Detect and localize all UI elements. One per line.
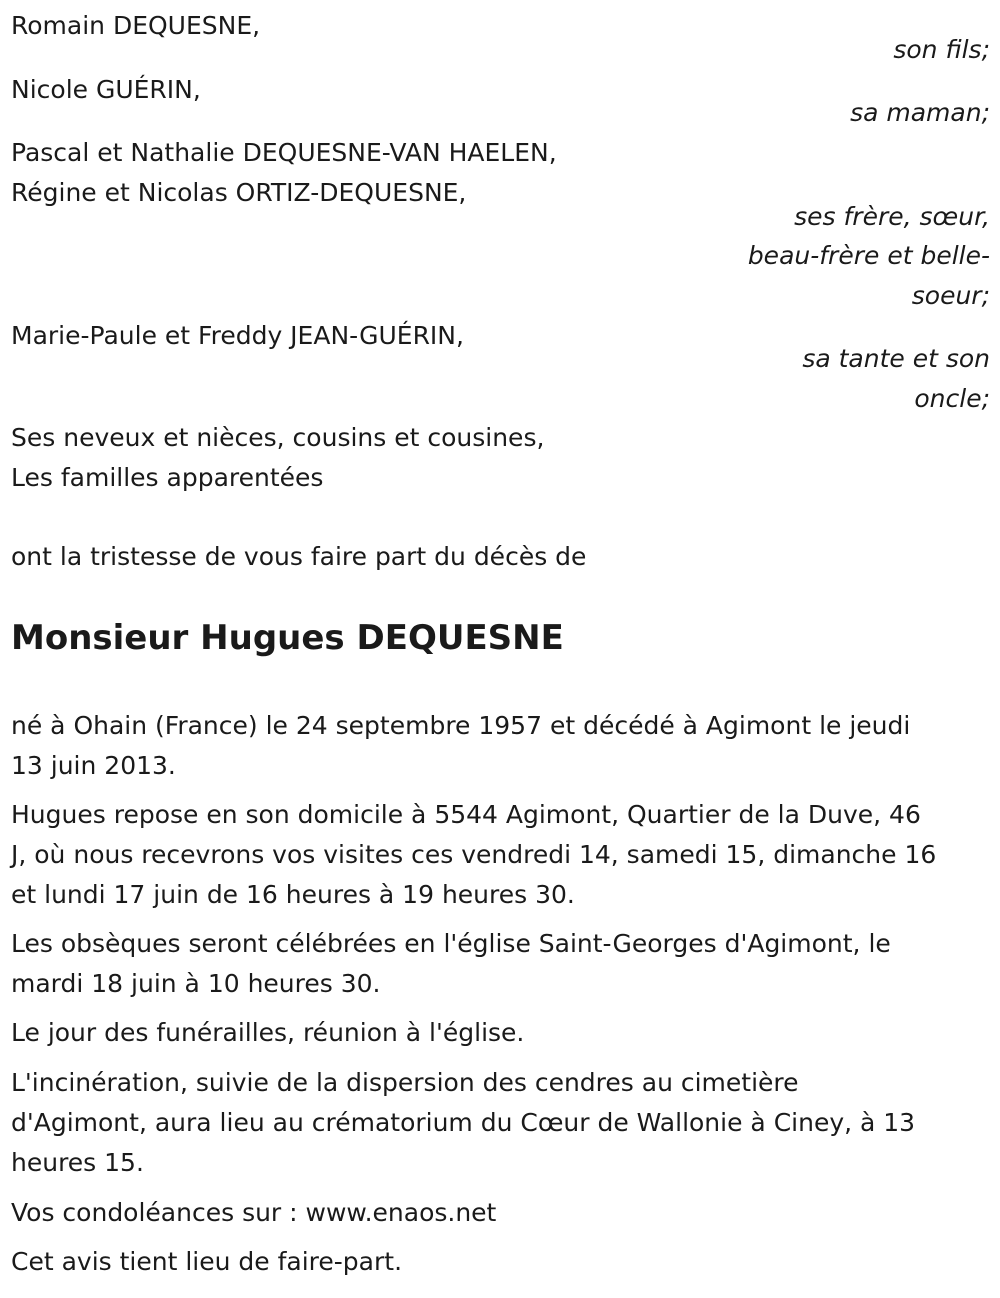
family-name-pascal-nathalie: Pascal et Nathalie DEQUESNE-VAN HAELEN, (11, 138, 557, 167)
paragraph-line: Le jour des funérailles, réunion à l'église. (11, 1018, 525, 1047)
paragraph-line: mardi 18 juin à 10 heures 30. (11, 969, 381, 998)
family-name-marie-paule-freddy: Marie-Paule et Freddy JEAN-GUÉRIN, (11, 321, 464, 350)
paragraph-line: heures 15. (11, 1148, 144, 1177)
cremation-paragraph (11, 1063, 986, 1183)
relation-siblings-1: ses frère, sœur, (794, 202, 990, 231)
paragraph-line: Les obsèques seront célébrées en l'église Saint-Georges d'Agimont, le (11, 929, 891, 958)
family-name-regine-nicolas: Régine et Nicolas ORTIZ-DEQUESNE, (11, 178, 467, 207)
notice-paragraph (11, 1242, 986, 1282)
deceased-name: Monsieur Hugues DEQUESNE (11, 618, 564, 658)
relation-aunt-uncle-1: sa tante et son (802, 344, 990, 373)
condolences-paragraph (11, 1193, 986, 1233)
paragraph-line: Hugues repose en son domicile à 5544 Agimont, Quartier de la Duve, 46 (11, 800, 921, 829)
relation-son: son fils; (893, 35, 990, 64)
relation-siblings-3: soeur; (911, 281, 990, 310)
paragraph-line: Vos condoléances sur : www.enaos.net (11, 1198, 497, 1227)
family-nephews-cousins: Ses neveux et nièces, cousins et cousines, (11, 423, 545, 452)
birth-death-paragraph (11, 706, 986, 786)
funeral-paragraph (11, 924, 986, 1004)
relation-mother: sa maman; (850, 98, 990, 127)
meeting-paragraph (11, 1013, 986, 1053)
paragraph-line: d'Agimont, aura lieu au crématorium du Cœur de Wallonie à Ciney, à 13 (11, 1108, 916, 1137)
announcement-text: ont la tristesse de vous faire part du décès de (11, 542, 587, 571)
relation-siblings-2: beau-frère et belle- (747, 241, 990, 270)
paragraph-line: L'incinération, suivie de la dispersion des cendres au cimetière (11, 1068, 799, 1097)
paragraph-line: né à Ohain (France) le 24 septembre 1957 et décédé à Agimont le jeudi (11, 711, 911, 740)
relation-aunt-uncle-2: oncle; (914, 384, 990, 413)
paragraph-line: J, où nous recevrons vos visites ces vendredi 14, samedi 15, dimanche 16 (11, 840, 937, 869)
paragraph-line: et lundi 17 juin de 16 heures à 19 heures 30. (11, 880, 575, 909)
visitation-paragraph (11, 795, 986, 915)
family-related: Les familles apparentées (11, 463, 324, 492)
paragraph-line: 13 juin 2013. (11, 751, 176, 780)
paragraph-line: Cet avis tient lieu de faire-part. (11, 1247, 403, 1276)
family-name-nicole: Nicole GUÉRIN, (11, 75, 201, 104)
family-name-romain: Romain DEQUESNE, (11, 11, 261, 40)
